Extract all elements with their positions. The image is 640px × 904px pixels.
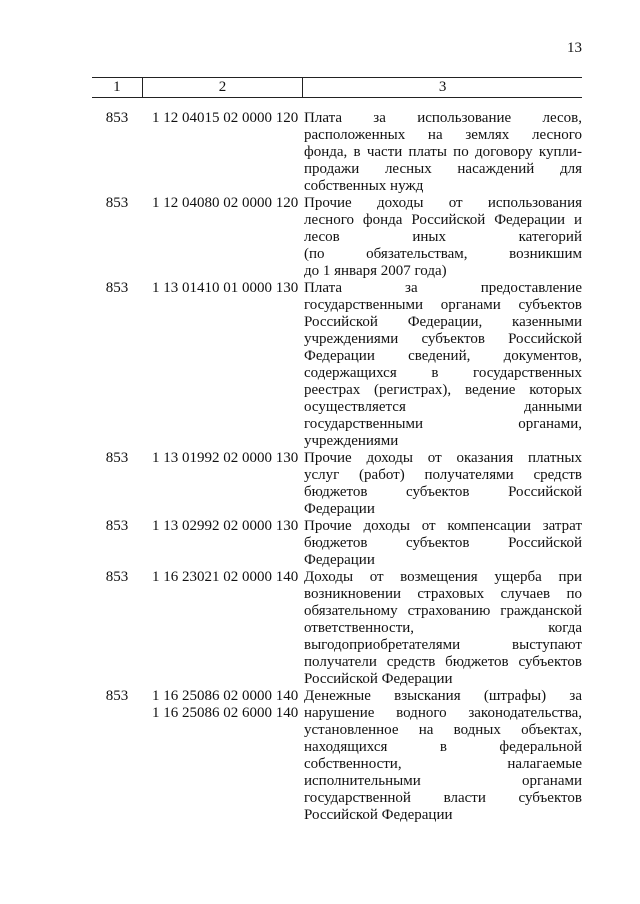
header-col-2: 2 bbox=[142, 78, 303, 97]
table-body bbox=[92, 98, 582, 824]
table-row bbox=[92, 450, 582, 518]
description-line: бюджетов субъектов Российской bbox=[304, 484, 582, 500]
description-line: учреждениями bbox=[304, 433, 399, 449]
header-col-3: 3 bbox=[438, 79, 447, 95]
description-line: Российской Федерации bbox=[304, 807, 453, 823]
table-row bbox=[92, 110, 582, 195]
description-line: получатели средств бюджетов субъектов bbox=[304, 654, 582, 670]
admin-code-cell: 853 bbox=[105, 110, 129, 126]
description-line: содержащихся в государственных bbox=[304, 365, 582, 381]
description-line: Российской Федерации bbox=[304, 671, 453, 687]
description-line: до 1 января 2007 года) bbox=[304, 263, 447, 279]
page-number: 13 bbox=[567, 40, 582, 56]
revenue-description-cell bbox=[302, 450, 582, 518]
header-col-1: 1 bbox=[113, 79, 121, 95]
budget-code-cell bbox=[142, 195, 302, 212]
description-line: Прочие доходы от использования bbox=[304, 195, 582, 211]
admin-code-cell: 853 bbox=[105, 688, 129, 704]
budget-code: 1 13 01410 01 0000 130 bbox=[152, 280, 299, 296]
description-line: государственными органами субъектов bbox=[304, 297, 582, 313]
revenue-codes-table bbox=[92, 77, 582, 824]
description-line: Плата за предоставление bbox=[304, 280, 582, 296]
description-line: Прочие доходы от компенсации затрат bbox=[304, 518, 582, 534]
budget-code-cell bbox=[142, 110, 302, 127]
table-header bbox=[92, 77, 582, 98]
description-line: бюджетов субъектов Российской bbox=[304, 535, 582, 551]
budget-code: 1 16 25086 02 6000 140 bbox=[152, 705, 299, 721]
description-line: расположенных на землях лесного bbox=[304, 127, 582, 143]
description-line: Российской Федерации, казенными bbox=[304, 314, 582, 330]
budget-code-cell bbox=[142, 450, 302, 467]
admin-code-cell: 853 bbox=[105, 280, 129, 296]
description-line: выгодоприобретателями выступают bbox=[304, 637, 582, 653]
description-line: фонда, в части платы по договору купли- bbox=[304, 144, 582, 160]
revenue-description-cell bbox=[302, 569, 582, 688]
admin-code-cell: 853 bbox=[105, 518, 129, 534]
budget-code-cell bbox=[142, 280, 302, 297]
table-row bbox=[92, 518, 582, 569]
budget-code-cell bbox=[142, 569, 302, 586]
budget-code: 1 13 02992 02 0000 130 bbox=[152, 518, 299, 534]
budget-code: 1 16 25086 02 0000 140 bbox=[152, 688, 299, 704]
budget-code: 1 13 01992 02 0000 130 bbox=[152, 450, 299, 466]
revenue-description-cell bbox=[302, 518, 582, 569]
table-row bbox=[92, 569, 582, 688]
description-line: собственных нужд bbox=[304, 178, 424, 194]
revenue-description-cell bbox=[302, 110, 582, 195]
table-row bbox=[92, 195, 582, 280]
description-line: продажи лесных насаждений для bbox=[304, 161, 582, 177]
budget-code-cell bbox=[142, 518, 302, 535]
admin-code-cell: 853 bbox=[105, 450, 129, 466]
description-line: Федерации bbox=[304, 501, 375, 517]
table-row bbox=[92, 280, 582, 450]
description-line: ответственности, когда bbox=[304, 620, 582, 636]
description-line: Денежные взыскания (штрафы) за bbox=[304, 688, 582, 704]
description-line: государственной власти субъектов bbox=[304, 790, 582, 806]
table-row bbox=[92, 688, 582, 824]
description-line: Доходы от возмещения ущерба при bbox=[304, 569, 582, 585]
description-line: Федерации сведений, документов, bbox=[304, 348, 582, 364]
description-line: нарушение водного законодательства, bbox=[304, 705, 582, 721]
revenue-description-cell bbox=[302, 195, 582, 280]
description-line: Плата за использование лесов, bbox=[304, 110, 582, 126]
budget-code: 1 12 04015 02 0000 120 bbox=[152, 110, 299, 126]
description-line: возникновении страховых случаев по bbox=[304, 586, 582, 602]
description-line: установленное на водных объектах, bbox=[304, 722, 582, 738]
description-line: реестрах (регистрах), ведение которых bbox=[304, 382, 582, 398]
description-line: учреждениями субъектов Российской bbox=[304, 331, 582, 347]
revenue-description-cell bbox=[302, 280, 582, 450]
description-line: лесного фонда Российской Федерации и bbox=[304, 212, 582, 228]
description-line: (по обязательствам, возникшим bbox=[304, 246, 582, 262]
description-line: лесов иных категорий bbox=[304, 229, 582, 245]
budget-code: 1 16 23021 02 0000 140 bbox=[152, 569, 299, 585]
description-line: услуг (работ) получателями средств bbox=[304, 467, 582, 483]
budget-code: 1 12 04080 02 0000 120 bbox=[152, 195, 299, 211]
description-line: государственными органами, bbox=[304, 416, 582, 432]
description-line: Прочие доходы от оказания платных bbox=[304, 450, 582, 466]
description-line: собственности, налагаемые bbox=[304, 756, 582, 772]
admin-code-cell: 853 bbox=[105, 569, 129, 585]
admin-code-cell: 853 bbox=[105, 195, 129, 211]
budget-code-cell bbox=[142, 688, 302, 722]
description-line: осуществляется данными bbox=[304, 399, 582, 415]
description-line: исполнительными органами bbox=[304, 773, 582, 789]
description-line: обязательному страхованию гражданской bbox=[304, 603, 582, 619]
description-line: находящихся в федеральной bbox=[304, 739, 582, 755]
description-line: Федерации bbox=[304, 552, 375, 568]
revenue-description-cell bbox=[302, 688, 582, 824]
